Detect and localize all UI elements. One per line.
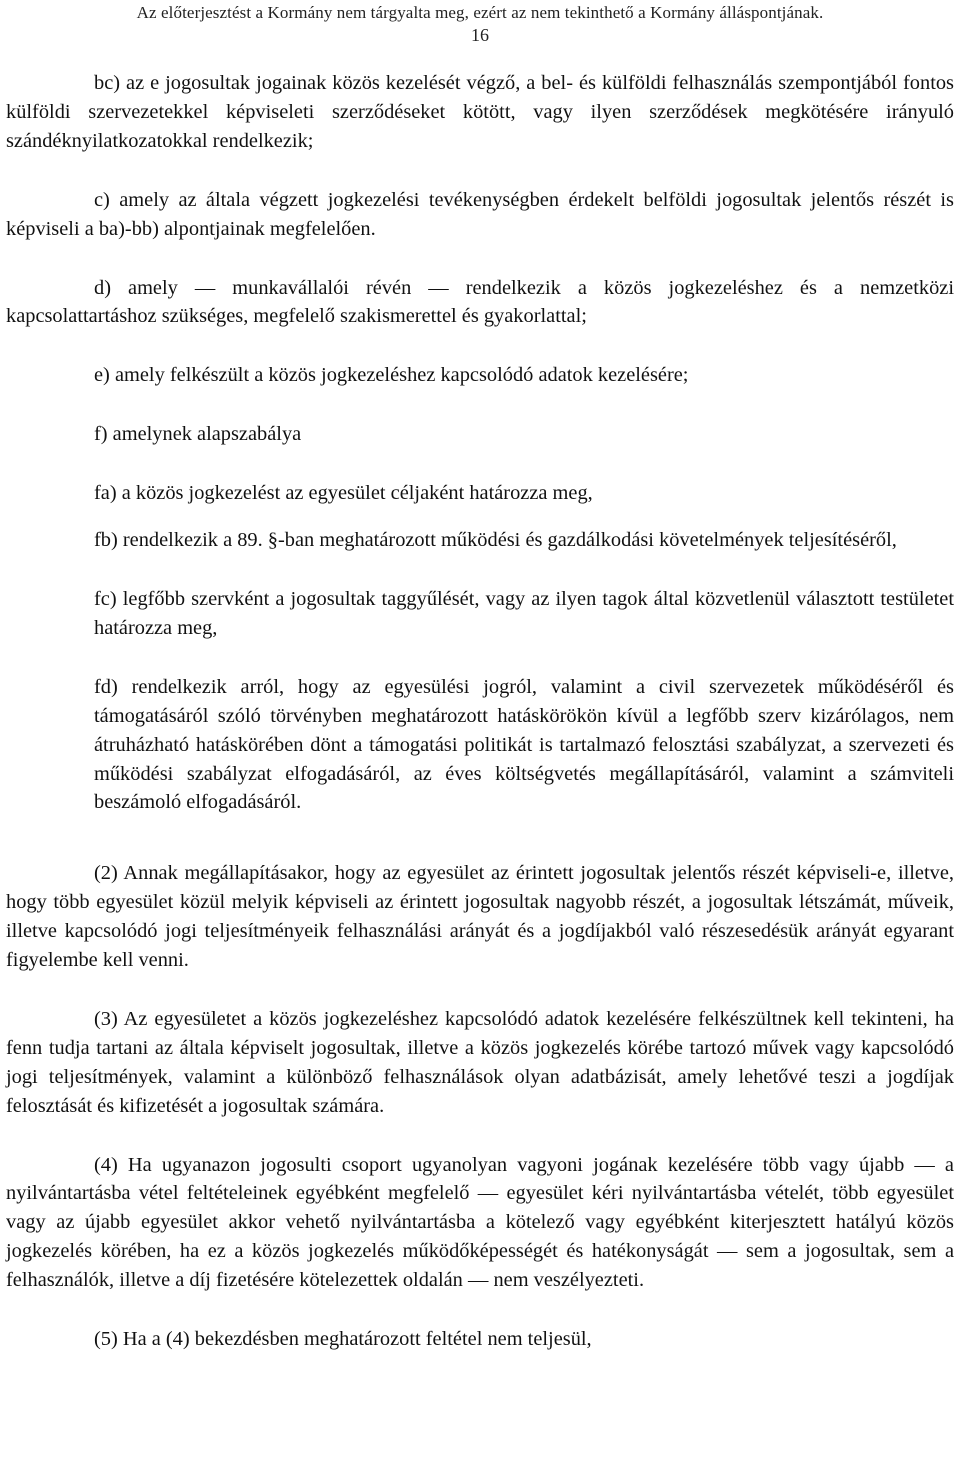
- point-bc: bc) az e jogosultak jogainak közös kezelését végző, a bel- és külföldi felhasználás szempontjából fontos külföldi szervezetekkel képviseleti szerződéseket kötött, vagy ilyen szerződések megkötésére irányuló szándéknyilatkozatokkal rendelkezik;: [6, 72, 954, 152]
- point-f: f) amelynek alapszabálya: [94, 423, 302, 446]
- point-fa: fa) a közös jogkezelést az egyesület céljaként határozza meg,: [94, 482, 593, 505]
- paragraph-4: (4) Ha ugyanazon jogosulti csoport ugyanolyan vagyoni jogának kezelésére több vagy újabb ― a nyilvántartásba vétel feltételeinek egyébként megfelelő ― egyesület kéri nyilvántartásba vételét, több egyesület vagy az újabb egyesület akkor vehető nyilvántartásba a kötelező vagy egyébként kiterjesztett hatályú közös jogkezelés körében, ha ez a közös jogkezelés működőképességét és hatékonyságát ― sem a jogosultak, sem a felhasználók, illetve a díj fizetésére kötelezettek oldalán ― nem veszélyezteti.: [6, 1153, 954, 1292]
- paragraph-5: (5) Ha a (4) bekezdésben meghatározott feltétel nem teljesül,: [94, 1328, 592, 1351]
- point-fd: fd) rendelkezik arról, hogy az egyesülési jogról, valamint a civil szervezetek működéséről és támogatásáról szóló törvényben meghatározott hatáskörökön kívül a legfőbb szerv kizárólagos, nem átruházható hatáskörében dönt a támogatási politikát is tartalmazó felosztási szabályzat, a szervezeti és működési szabályzat elfogadásáról, az éves költségvetés megállapításáról, valamint a számviteli beszámoló elfogadásáról.: [94, 675, 954, 814]
- paragraph-3: (3) Az egyesületet a közös jogkezeléshez kapcsolódó adatok kezelésére felkészültnek kell tekinteni, ha fenn tudja tartani az általa képviselt jogosultak, illetve a közös jogkezelés körébe tartozó művek vagy kapcsolódó jogi teljesítmények, valamint a különböző felhasználások olyan adatbázisát, amely lehetővé teszi a jogdíjak felosztását és kifizetését a jogosultak számára.: [6, 1007, 954, 1117]
- point-e: e) amely felkészült a közös jogkezeléshez kapcsolódó adatok kezelésére;: [94, 364, 689, 387]
- point-c: c) amely az általa végzett jogkezelési tevékenységben érdekelt belföldi jogosultak jelentős részét is képviseli a ba)-bb) alpontjainak megfelelően.: [6, 188, 954, 240]
- point-fc: fc) legfőbb szervként a jogosultak taggyűlését, vagy az ilyen tagok által közvetlenül választott testületet határozza meg,: [94, 587, 954, 639]
- draft-notice-header: Az előterjesztést a Kormány nem tárgyalta meg, ezért az nem tekinthető a Kormány álláspontjának.: [136, 3, 824, 22]
- page-number: 16: [471, 25, 489, 45]
- point-d: d) amely ― munkavállalói révén ― rendelkezik a közös jogkezeléshez és a nemzetközi kapcsolattartáshoz szükséges, megfelelő szakismerettel és gyakorlattal;: [6, 276, 954, 328]
- point-fb: fb) rendelkezik a 89. §-ban meghatározott működési és gazdálkodási követelmények teljesítéséről,: [94, 529, 897, 552]
- document-page: [6, 0, 954, 1354]
- paragraph-2: (2) Annak megállapításakor, hogy az egyesület az érintett jogosultak jelentős részét képviseli-e, illetve, hogy több egyesület közül melyik képviseli az érintett jogosultak nagyobb részét, a jogosultak létszámát, műveik, illetve kapcsolódó jogi teljesítményeik felhasználási arányát és a jogdíjakból való részesedésük arányát egyarant figyelembe kell venni.: [6, 862, 954, 972]
